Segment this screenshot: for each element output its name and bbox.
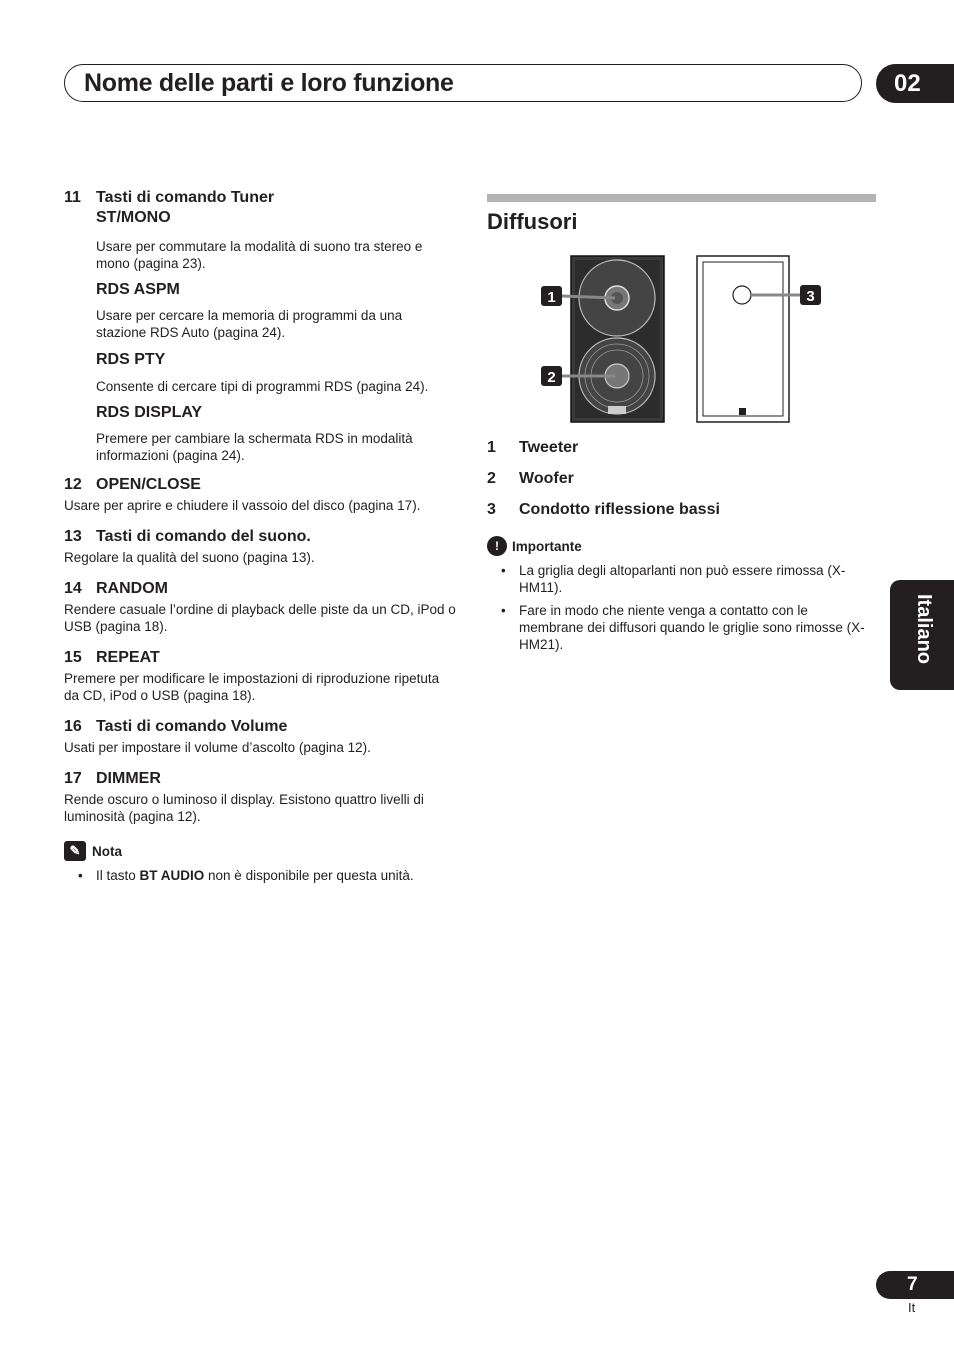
item-title: Tasti di comando del suono. <box>96 528 311 545</box>
speaker-diagram <box>487 250 876 430</box>
note-block <box>64 841 456 884</box>
page-language-code: It <box>908 1300 916 1315</box>
right-column <box>487 194 876 653</box>
speaker-illustration <box>487 250 876 430</box>
item-number: 15 <box>64 649 82 666</box>
rear-speaker <box>697 256 789 422</box>
parts-list <box>487 438 876 520</box>
subitem-desc: Premere per cambiare la schermata RDS in modalità informazioni (pagina 24). <box>96 431 413 463</box>
item-15 <box>64 648 456 704</box>
item-desc: Usare per aprire e chiudere il vassoio del disco (pagina 17). <box>64 498 421 513</box>
important-bullet: • La griglia degli altoparlanti non può essere rimossa (X-HM11). <box>501 562 876 596</box>
item-number: 11 <box>64 189 81 206</box>
subitem-desc: Consente di cercare tipi di programmi RDS (pagina 24). <box>96 379 429 394</box>
callout-2 <box>541 366 562 386</box>
item-desc: Regolare la qualità del suono (pagina 13). <box>64 550 315 565</box>
important-block <box>487 536 876 653</box>
section-title: Diffusori <box>487 209 578 234</box>
item-title: Tasti di comando Volume <box>96 718 288 735</box>
subitem-title: RDS DISPLAY <box>96 404 203 421</box>
callout-1-label: 1 <box>547 289 556 306</box>
note-title: Nota <box>92 843 122 859</box>
item-desc: Usati per impostare il volume d’ascolto (pagina 12). <box>64 740 371 755</box>
section-bar <box>487 194 876 202</box>
item-12 <box>64 475 456 514</box>
brand-plate <box>608 406 626 414</box>
item-11 <box>64 188 456 464</box>
item-title: Tasti di comando Tuner <box>96 189 275 206</box>
item-title: REPEAT <box>96 649 160 666</box>
item-title: RANDOM <box>96 580 168 597</box>
callout-2-label: 2 <box>547 369 556 386</box>
subitem-desc: Usare per commutare la modalità di suono tra stereo e mono (pagina 23). <box>96 239 423 271</box>
note-pencil-icon: ✎ <box>64 841 86 861</box>
part-item: 2 Woofer <box>487 470 574 487</box>
important-bullet: • Fare in modo che niente venga a contatto con le membrane dei diffusori quando le griglie sono rimosse (X-HM21). <box>501 602 876 653</box>
item-13 <box>64 527 456 566</box>
item-number: 12 <box>64 476 82 493</box>
note-bullet: • Il tasto BT AUDIO non è disponibile per questa unità. <box>78 867 456 884</box>
item-number: 16 <box>64 718 82 735</box>
page-number: 7 <box>876 1271 954 1299</box>
item-number: 14 <box>64 580 82 597</box>
item-title: DIMMER <box>96 770 161 787</box>
page-title: Nome delle parti e loro funzione <box>84 69 454 97</box>
callout-3-label: 3 <box>806 288 815 305</box>
item-14 <box>64 579 456 635</box>
chapter-number: 02 <box>876 64 954 103</box>
part-item: 3 Condotto riflessione bassi <box>487 501 720 518</box>
subitem-desc: Usare per cercare la memoria di programmi da una stazione RDS Auto (pagina 24). <box>96 308 403 340</box>
item-16 <box>64 717 456 756</box>
callout-1 <box>541 286 562 306</box>
item-number: 17 <box>64 770 82 787</box>
front-speaker <box>571 256 664 422</box>
important-title: Importante <box>512 538 582 554</box>
item-desc: Premere per modificare le impostazioni di riproduzione ripetuta da CD, iPod o USB (pagina 18). <box>64 671 440 703</box>
subitem-title: RDS PTY <box>96 351 166 368</box>
left-column <box>64 188 456 884</box>
item-desc: Rende oscuro o luminoso il display. Esistono quattro livelli di luminosità (pagina 12). <box>64 792 424 824</box>
part-item: 1 Tweeter <box>487 439 579 456</box>
item-17 <box>64 769 456 825</box>
item-number: 13 <box>64 528 82 545</box>
callout-3 <box>800 285 821 305</box>
subitem-title: RDS ASPM <box>96 281 180 298</box>
item-desc: Rendere casuale l’ordine di playback delle piste da un CD, iPod o USB (pagina 18). <box>64 602 456 634</box>
bass-port <box>733 286 751 304</box>
item-title: OPEN/CLOSE <box>96 476 201 493</box>
important-icon: ! <box>487 536 507 556</box>
subitem-title: ST/MONO <box>96 209 171 226</box>
language-label: Italiano <box>913 594 935 665</box>
